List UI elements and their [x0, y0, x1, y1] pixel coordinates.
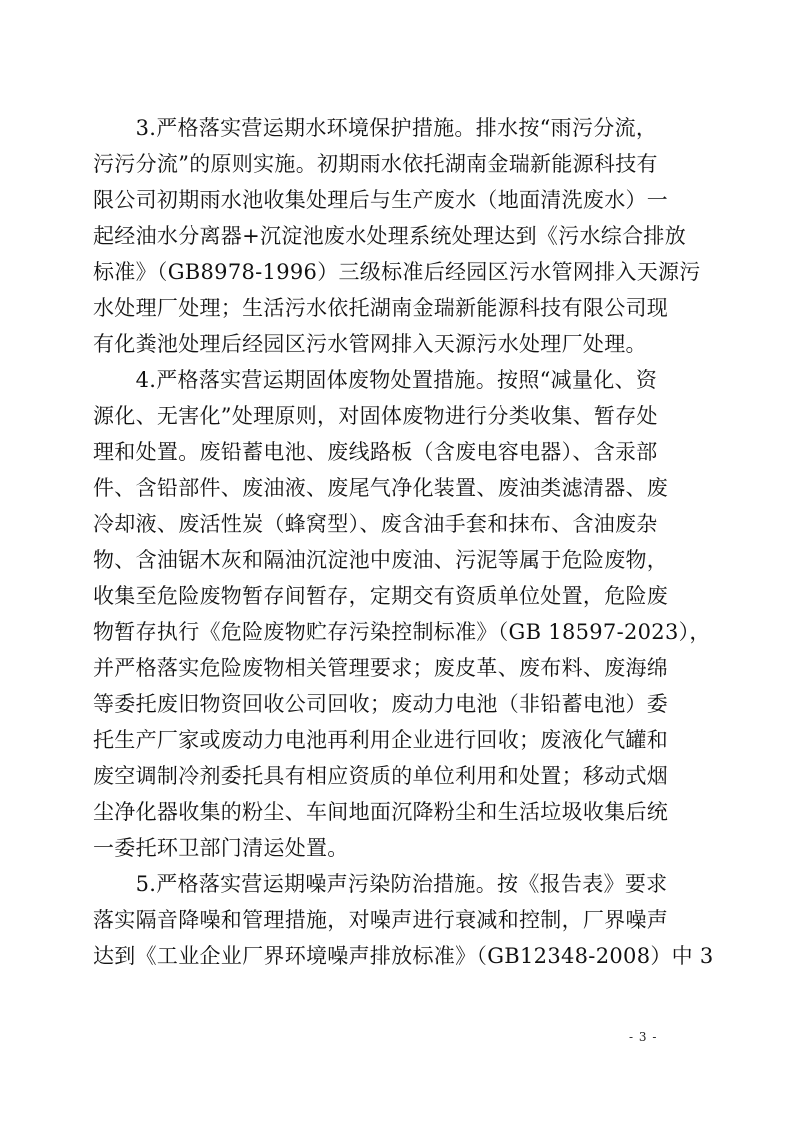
- paragraph-water-protection: [93, 110, 705, 362]
- text-line: 托生产厂家或废动力电池再利用企业进行回收；废液化气罐和: [93, 728, 669, 752]
- text-line: 起经油水分离器+沉淀池废水处理系统处理达到《污水综合排放: [93, 224, 686, 248]
- text-line: 件、含铅部件、废油液、废尾气净化装置、废油类滤清器、废: [93, 476, 669, 500]
- text-line: 水处理厂处理；生活污水依托湖南金瑞新能源科技有限公司现: [93, 296, 669, 320]
- text-line: 有化粪池处理后经园区污水管网排入天源污水处理厂处理。: [93, 332, 647, 356]
- text-line: 标准》（GB8978-1996）三级标准后经园区污水管网排入天源污: [93, 260, 701, 284]
- text-line: 物暂存执行《危险废物贮存污染控制标准》（GB 18597-2023），: [93, 620, 711, 644]
- paragraph-solid-waste: [93, 362, 711, 866]
- text-line: 5.严格落实营运期噪声污染防治措施。按《报告表》要求: [93, 872, 668, 896]
- paragraph-noise-control: [93, 866, 714, 974]
- body-text: [93, 110, 714, 974]
- text-line: 源化、无害化”处理原则，对固体废物进行分类收集、暂存处: [93, 404, 658, 428]
- text-line: 尘净化器收集的粉尘、车间地面沉降粉尘和生活垃圾收集后统: [93, 800, 669, 824]
- text-line: 废空调制冷剂委托具有相应资质的单位利用和处置；移动式烟: [93, 764, 669, 788]
- text-line: 一委托环卫部门清运处置。: [93, 836, 349, 860]
- text-line: 落实隔音降噪和管理措施，对噪声进行衰减和控制，厂界噪声: [93, 908, 669, 932]
- text-line: 并严格落实危险废物相关管理要求；废皮革、废布料、废海绵: [93, 656, 669, 680]
- text-line: 等委托废旧物资回收公司回收；废动力电池（非铅蓄电池）委: [93, 692, 669, 716]
- page-number: - 3 -: [629, 1030, 658, 1044]
- text-line: 理和处置。废铅蓄电池、废线路板（含废电容电器）、含汞部: [93, 440, 658, 464]
- text-line: 限公司初期雨水池收集处理后与生产废水（地面清洗废水）一: [93, 188, 669, 212]
- text-line: 污污分流”的原则实施。初期雨水依托湖南金瑞新能源科技有: [93, 152, 658, 176]
- text-line: 冷却液、废活性炭（蜂窝型）、废含油手套和抹布、含油废杂: [93, 512, 658, 536]
- text-line: 达到《工业企业厂界环境噪声排放标准》（GB12348-2008）中 3: [93, 944, 714, 968]
- text-line: 4.严格落实营运期固体废物处置措施。按照“减量化、资: [93, 368, 658, 392]
- text-line: 物、含油锯木灰和隔油沉淀池中废油、污泥等属于危险废物，: [93, 548, 669, 572]
- text-line: 收集至危险废物暂存间暂存，定期交有资质单位处置，危险废: [93, 584, 669, 608]
- text-line: 3.严格落实营运期水环境保护措施。排水按“雨污分流，: [93, 116, 658, 140]
